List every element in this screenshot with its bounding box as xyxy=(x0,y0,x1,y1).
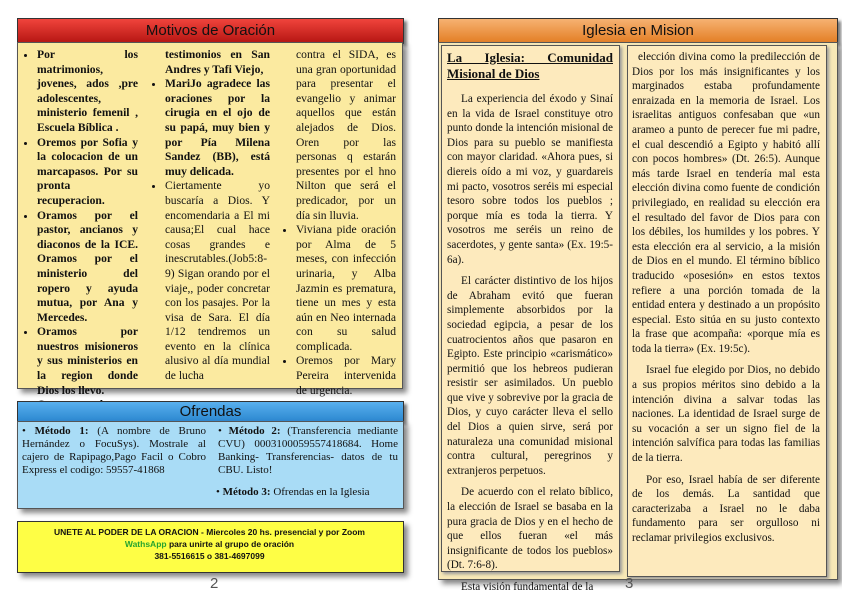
metodo-2: • Método 2: (Transferencia mediante CVU) 0003100059557418684. Home Banking- Transferencias- datos de tu CBU. Listo! xyxy=(218,425,398,476)
motivo-item: • MariJo agradece las oraciones por la cirugia en el ojo de su papá, muy bien y por Pía Milena Sandez (BB), está muy delicada. xyxy=(165,77,270,179)
metodo-3-text: Ofrendas en la Iglesia xyxy=(273,486,370,498)
motivo-item: • Oramos por nuestros misioneros y sus ministerios en la region donde Dios los llevo. xyxy=(37,325,138,398)
metodo-3: • Método 3: Ofrendas en la Iglesia xyxy=(216,486,370,498)
article-paragraph: Por eso, Israel había de ser diferente de los demás. La santidad que caracterizaba a Israel no le daba fundamento para ser orgulloso ni reclamar privilegios exclusivos. xyxy=(632,473,820,544)
iglesia-header: Iglesia en Mision xyxy=(438,18,838,44)
article-paragraph: elección divina como la predilección de Dios por los más insignificantes y los marginados estaba profundamente enraizada en la memoria de Israel. Los israelitas antiguos confesaban que «un arameo a punto de perecer fue mi padre, el cual descendió a Egipto y habitó allí con pocos hombres» (Dt. 26:5). Aunque más tarde Israel en tendería mal esta elección divina como fuente de condición privilegiado, en realidad su elección era el resultado del favor de Dios para con los débiles, los humildes y los pobres. Y esta elección era al servicio, a la misión de Dios en el mundo. El término bíblico traducido «posesión» en estos textos refiere a una porción tomada de la entidad entera y destinado a un propósito especial. Esto sitúa en su justo contexto la frase que acompaña: «porque mía es toda la tierra» (Ex. 19:5c). xyxy=(632,51,820,355)
page-number-left: 2 xyxy=(210,575,219,592)
article-col-left xyxy=(447,50,613,602)
motivo-item: • Oremos por Sofia y la colocacion de un marcapasos. Por su pronta recuperacion. xyxy=(37,136,138,209)
unete-phones: 381-5516615 o 381-4697099 xyxy=(154,551,265,561)
motivo-item: • Por los matrimonios, jovenes, ados ,pre adolescentes, ministerio femenil , Escuela Bíblica . xyxy=(37,48,138,136)
article-paragraph: De acuerdo con el relato bíblico, la elección de Israel se basaba en la pura gracia de Dios y en el hecho de que ellos fueran «el más insignificante de todos los pueblos» (Dt. 7:6-8). xyxy=(447,486,613,572)
motivo-continuation: testimonios en San Andres y Tafi Viejo, xyxy=(165,48,270,76)
article-paragraph: El carácter distintivo de los hijos de Abraham evitó que fueran simplemente absorbidos por la sociedad egipcia, a pesar de los cuatrocientos años que pasaron en Egipto. Este principio «carismático» permitió que los hebreos pudieran resistir ser asimilados. Un pueblo que vive y sobrevive por la gracia de Dios, y cuyo carácter lleva el sello del Dios a quien sirve, será por naturaleza una comunidad misional contra cultural, peregrinos y extranjeros perpetuos. xyxy=(447,275,613,477)
motivos-col-2 xyxy=(152,48,270,384)
metodo-1-label: Método 1: xyxy=(34,425,89,437)
unete-text xyxy=(17,526,402,562)
motivo-item: • Viviana pide oración por Alma de 5 meses, con infección urinaria, y Alba Jazmin es prematura, tiene un mes y esta aún en Neo internada con su salud complicada. xyxy=(296,223,396,354)
whatsapp-label: WathsApp xyxy=(124,539,167,549)
motivos-header: Motivos de Oración xyxy=(17,18,404,44)
motivos-col-3 xyxy=(283,48,396,398)
metodo-3-label: Método 3: xyxy=(222,486,271,498)
metodo-2-label: Método 2: xyxy=(228,425,281,437)
metodo-2-text: (Transferencia mediante CVU) 0003100059557418684. Home Banking- Transferencias- datos de tu CBU. Listo! xyxy=(218,425,398,476)
motivo-continuation: contra el SIDA, es una gran oportunidad para presentar el evangelio y animar aquellos que están alejados de Dios. Oren por las personas q estarán presentes por el hno Nilton que será el predicador, por un día sin lluvia. xyxy=(296,48,396,222)
motivo-item: • Oramos por el pastor, ancianos y diaconos de la ICE. Oramos por el ministerio del ropero y ayuda mutua, por Ana y Mercedes. xyxy=(37,209,138,326)
motivo-item: • Oremos por Mary Pereira intervenida de urgencia. xyxy=(296,354,396,398)
article-paragraph: Esta visión fundamental de la xyxy=(461,581,594,593)
article-paragraph: Israel fue elegido por Dios, no debido a sus propios méritos sino debido a la intención divina a salvar todas las naciones. La identidad de Israel surge de su vocación a ser un signo fiel de la intención salvífica para todas las familias de la tierra. xyxy=(632,364,820,465)
metodo-1-text: (A nombre de Bruno Hernández o FocuSys). Mostrale al cajero de Rapipago,Pago Facil o Cobro Express el codigo: 59557-41868 xyxy=(22,425,206,476)
unete-line-1: UNETE AL PODER DE LA ORACION - Miercoles 20 hs. presencial y por Zoom xyxy=(54,527,365,537)
page-number-right: 3 xyxy=(625,575,634,592)
ofrendas-header: Ofrendas xyxy=(17,401,404,423)
unete-line-2 xyxy=(17,538,402,550)
article-paragraph: La experiencia del éxodo y Sinaí en la vida de Israel constituye otro punto donde la intención misional de Dios para su pueblo se manifiesta con mayor claridad. «Ahora pues, si diereis oído a mi voz, y guardareis mi pacto, vosotros seréis mi especial tesoro sobre todos los pueblos ; porque mía es toda la tierra. Y vosotros me seréis un reino de sacerdotes, y gente santa» (Ex. 19:5-6a). xyxy=(447,93,613,266)
article-col-right xyxy=(632,50,820,553)
motivo-item: • Ciertamente yo buscaría a Dios. Y encomendaria a El mi causa;El cual hace cosas grandes e inescrutables.(Job5:8-9) Sigan orando por el viaje,, poder concretar con los pasajes. Por la visa de Sara. El día 1/12 tendremos un evento en la clínica alusivo al día mundial de lucha xyxy=(165,179,270,383)
article-title: La Iglesia: Comunidad Misional de Dios xyxy=(447,50,613,81)
metodo-1: • Método 1: (A nombre de Bruno Hernández o FocuSys). Mostrale al cajero de Rapipago,Pago Facil o Cobro Express el codigo: 59557-41868 xyxy=(22,425,206,476)
motivos-col-1 xyxy=(24,48,138,413)
unete-line-2-text: para unirte al grupo de oración xyxy=(166,539,295,549)
